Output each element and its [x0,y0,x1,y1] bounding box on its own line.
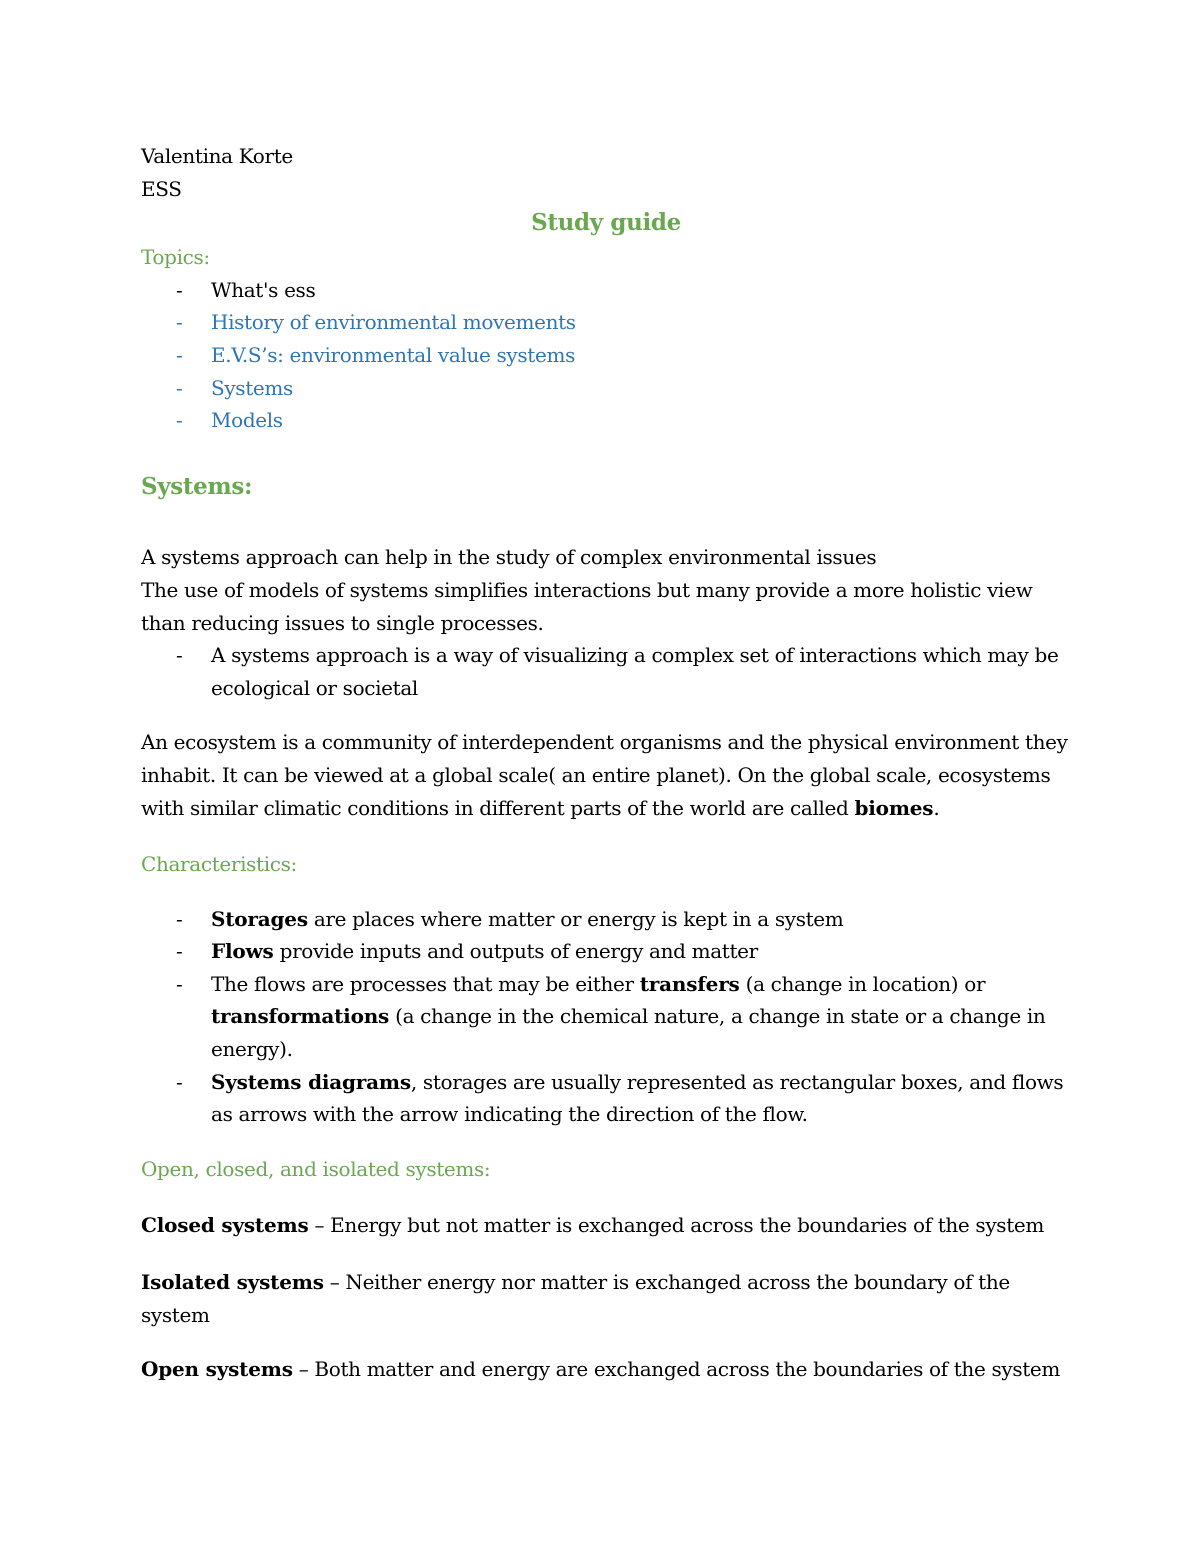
term-transfers: transfers [639,971,740,996]
bullet-text: , storages are usually represented as rectangular boxes, and flows as arrows with the arrow indicating the direction of the flow. [211,1069,1064,1127]
course-name: ESS [141,176,182,201]
systems-list [141,639,1071,704]
list-item[interactable] [141,306,1071,339]
systems-paragraph: The use of models of systems simplifies interactions but many provide a more holistic view than reducing issues to single processes. [141,577,1033,635]
list-item [141,968,1071,1066]
dash-bullet: - [176,971,183,996]
dash-bullet: - [176,277,183,302]
term-isolated-systems: Isolated systems [141,1270,324,1295]
topic-label: What's ess [211,277,316,302]
ecosystem-end: . [933,795,940,820]
dash-bullet: - [176,643,183,668]
bullet-text: A systems approach is a way of visualizing a complex set of interactions which may be ecological or societal [211,643,1059,700]
bullet-text: (a change in location) or [739,971,986,996]
author-name: Valentina Korte [141,144,293,168]
dash-bullet: - [176,408,183,433]
systems-paragraph: A systems approach can help in the study of complex environmental issues [141,545,877,570]
dash-bullet: - [176,939,183,964]
bullet-text: are places where matter or energy is kept in a system [307,906,844,931]
bullet-text: (a change in the chemical nature, a change in state or a change in energy). [211,1004,1046,1062]
dash-bullet: - [176,906,183,931]
definition-text: – Neither energy nor matter is exchanged across the boundary of the system [141,1270,1010,1327]
term-closed-systems: Closed systems [141,1213,309,1238]
term-transformations: transformations [211,1004,390,1029]
page-title: Study guide [531,209,681,237]
topic-link[interactable]: History of environmental movements [211,310,576,335]
list-item [141,935,1071,968]
list-item [141,1066,1071,1131]
list-item [141,639,1071,704]
definition-text: – Both matter and energy are exchanged across the boundaries of the system [292,1357,1061,1382]
characteristics-heading: Characteristics: [141,852,297,877]
dash-bullet: - [176,342,183,367]
definition-text: – Energy but not matter is exchanged across the boundaries of the system [308,1213,1044,1238]
bullet-text: provide inputs and outputs of energy and matter [273,939,758,964]
isolated-systems-definition [141,1266,1071,1331]
topic-link[interactable]: E.V.S’s: environmental value systems [211,342,575,367]
systems-heading: Systems: [141,472,253,500]
topics-list [141,274,1071,437]
topics-heading: Topics: [141,245,210,270]
list-item[interactable] [141,339,1071,372]
biomes-term: biomes [854,795,934,820]
term-systems-diagrams: Systems diagrams [211,1069,411,1094]
ecosystem-text: An ecosystem is a community of interdependent organisms and the physical environment they inhabit. It can be viewed at a global scale( an entire planet). On the global scale, ecosystems with similar climatic conditions in different parts of the world are called [141,730,1068,820]
term-flows: Flows [211,939,274,964]
list-item [141,903,1071,936]
document-body [141,140,1071,1386]
open-closed-heading: Open, closed, and isolated systems: [141,1156,491,1181]
characteristics-list [141,903,1071,1131]
ecosystem-paragraph [141,726,1071,824]
topic-link[interactable]: Models [211,408,283,433]
open-systems-definition [141,1353,1071,1386]
topic-link[interactable]: Systems [211,375,293,400]
dash-bullet: - [176,310,183,335]
dash-bullet: - [176,375,183,400]
term-open-systems: Open systems [141,1357,293,1382]
closed-systems-definition [141,1209,1071,1242]
list-item [141,274,1071,307]
bullet-text: The flows are processes that may be either [211,971,640,996]
term-storages: Storages [211,906,308,931]
list-item[interactable] [141,404,1071,437]
dash-bullet: - [176,1069,183,1094]
list-item[interactable] [141,372,1071,405]
